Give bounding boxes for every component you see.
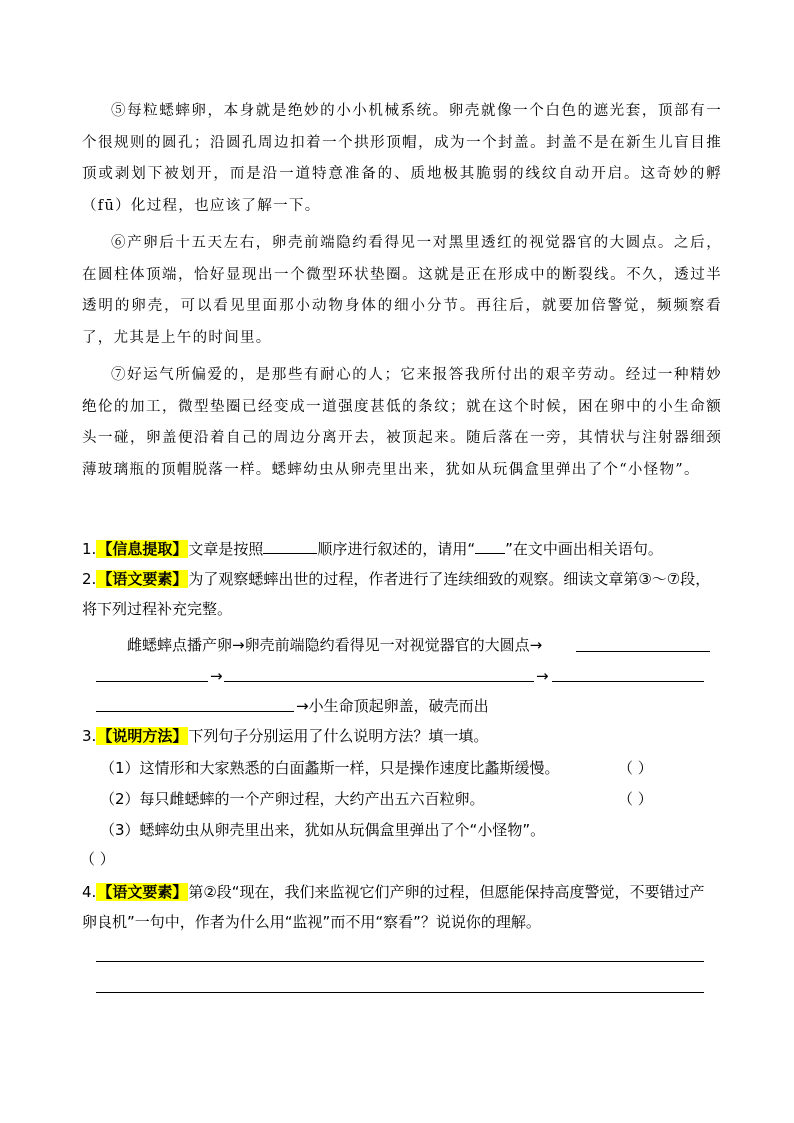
- sub-question-1: （1）这情形和大家熟悉的白面蠡斯一样，只是操作速度比蠡斯缓慢。: [100, 759, 560, 777]
- question-text: 为了观察蟋蟀出世的过程，作者进行了连续细致的观察。细读文章第③～⑦段，将下列过程补充完整。: [82, 570, 711, 618]
- process-chain-end: →小生命顶起卵盖，破壳而出: [296, 697, 489, 715]
- sub-question-3: （3）蟋蟀幼虫从卵壳里出来，犹如从玩偶盒里弹出了个“小怪物”。: [100, 821, 546, 839]
- answer-line[interactable]: [96, 992, 704, 993]
- answer-line[interactable]: [96, 961, 704, 962]
- question-text: 下列句子分别运用了什么说明方法？填一填。: [188, 727, 489, 745]
- paragraph-5: ⑤每粒蟋蟀卵，本身就是绝妙的小小机械系统。卵壳就像一个白色的遮光套，顶部有一个很规则的圆孔；沿圆孔周边扣着一个拱形顶帽，成为一个封盖。封盖不是在新生儿盲目推顶或剥划下被划开，而是沿一道特意准备的、质地极其脆弱的线纹自动开启。这奇妙的孵（fū）化过程，也应该了解一下。: [82, 103, 722, 214]
- question-tag: 【语文要素】: [97, 883, 188, 901]
- question-number: 2.: [82, 570, 97, 588]
- process-chain-start: 雌蟋蟀点播产卵→卵壳前端隐约看得见一对视觉器官的大圆点→: [127, 636, 543, 654]
- underline-sample: [475, 535, 505, 554]
- question-tag: 【信息提取】: [97, 540, 188, 558]
- sub-question-2: （2）每只雌蟋蟀的一个产卵过程，大约产出五六百粒卵。: [100, 790, 485, 808]
- question-number: 4.: [82, 883, 97, 901]
- question-text: ”在文中画出相关语句。: [505, 540, 663, 558]
- answer-parentheses[interactable]: （ ）: [80, 850, 115, 868]
- answer-line[interactable]: [224, 681, 534, 682]
- question-number: 1.: [82, 540, 97, 558]
- question-tag: 【说明方法】: [97, 727, 188, 745]
- paragraph-7: ⑦好运气所偏爱的，是那些有耐心的人；它来报答我所付出的艰辛劳动。经过一种精妙绝伦的加工，微型垫圈已经变成一道强度甚低的条纹；就在这个时候，困在卵中的小生命额头一碰，卵盖便沿着自己的周边分离开去，被顶起来。随后落在一旁，其情状与注射器细颈薄玻璃瓶的顶帽脱落一样。蟋蟀幼虫从卵壳里出来，犹如从玩偶盒里弹出了个“小怪物”。: [82, 367, 722, 478]
- question-2: [82, 564, 722, 624]
- arrow: →: [536, 667, 549, 685]
- question-number: 3.: [82, 727, 97, 745]
- reading-passage: [82, 96, 722, 486]
- answer-parentheses[interactable]: （ ）: [618, 759, 653, 777]
- answer-line[interactable]: [552, 681, 704, 682]
- arrow: →: [210, 667, 223, 685]
- answer-blank[interactable]: [263, 535, 317, 554]
- answer-line[interactable]: [96, 681, 208, 682]
- answer-line[interactable]: [96, 711, 294, 712]
- answer-parentheses[interactable]: （ ）: [618, 790, 653, 808]
- question-text: 第②段“现在，我们来监视它们产卵的过程，但愿能保持高度警觉，不要错过产卵良机”一句中，作者为什么用“监视”而不用“察看”？说说你的理解。: [82, 883, 705, 931]
- question-1: [82, 534, 762, 564]
- paragraph-6: ⑥产卵后十五天左右，卵壳前端隐约看得见一对黑里透红的视觉器官的大圆点。之后，在圆柱体顶端，恰好显现出一个微型环状垫圈。这就是正在形成中的断裂线。不久，透过半透明的卵壳，可以看见里面那小动物身体的细小分节。再往后，就要加倍警觉，频频察看了，尤其是上午的时间里。: [82, 235, 722, 346]
- question-text: 文章是按照: [188, 540, 264, 558]
- process-chain-line-1: [127, 630, 542, 660]
- question-text: 顺序进行叙述的，请用“: [317, 540, 476, 558]
- question-tag: 【语文要素】: [97, 570, 188, 588]
- answer-line[interactable]: [576, 651, 710, 652]
- question-4: [82, 877, 712, 937]
- question-3: [82, 721, 722, 751]
